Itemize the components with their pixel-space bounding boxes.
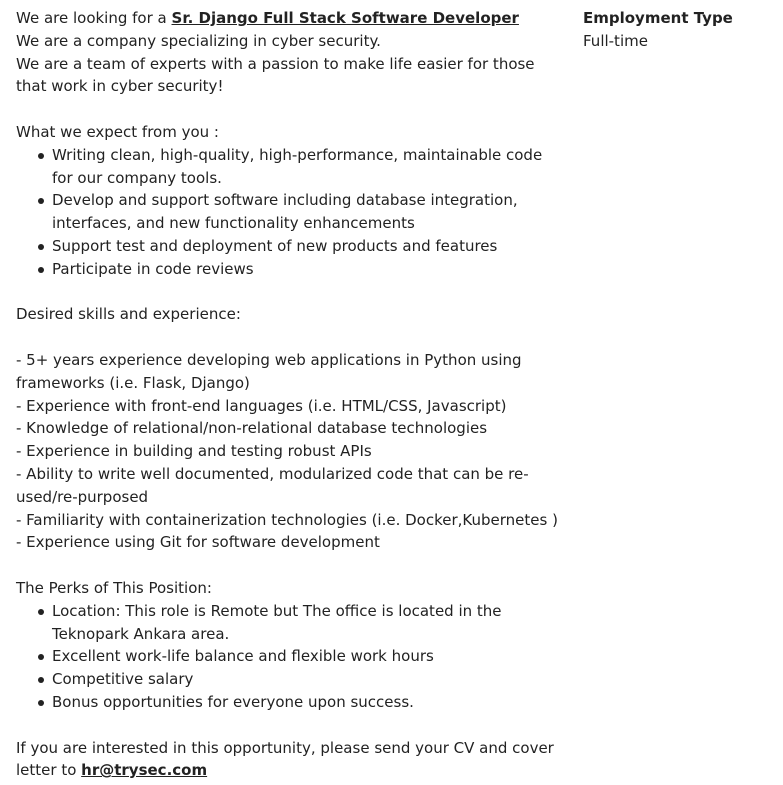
skills-item: - Ability to write well documented, modularized code that can be re-used/re-purposed xyxy=(16,464,529,506)
employment-type-label: Employment Type xyxy=(583,9,733,27)
perks-list-item: Excellent work-life balance and flexible work hours xyxy=(52,645,560,668)
perks-list-item: Competitive salary xyxy=(52,668,560,691)
skills-item: - Familiarity with containerization technologies (i.e. Docker,Kubernetes ) xyxy=(16,510,558,529)
expectations-heading: What we expect from you : xyxy=(16,122,219,141)
perks-heading: The Perks of This Position: xyxy=(16,578,212,597)
email-link[interactable]: hr@trysec.com xyxy=(81,761,208,780)
job-sidebar xyxy=(583,7,773,53)
spacer xyxy=(16,326,560,349)
job-title-link[interactable]: Sr. Django Full Stack Software Developer xyxy=(171,9,519,27)
perks-list xyxy=(16,600,560,714)
spacer xyxy=(16,714,560,737)
employment-type-value: Full-time xyxy=(583,31,648,50)
expectations-list-item: Support test and deployment of new products and features xyxy=(52,235,560,258)
skills-item: - 5+ years experience developing web applications in Python using frameworks (i.e. Flask, Django) xyxy=(16,350,522,392)
expectations-list-item: Participate in code reviews xyxy=(52,258,560,281)
expectations-list-item: Develop and support software including database integration, interfaces, and new functionality enhancements xyxy=(52,189,560,235)
intro-prefix: We are looking for a xyxy=(16,9,172,27)
skills-item: - Experience in building and testing robust APIs xyxy=(16,442,372,461)
closing-line xyxy=(16,737,560,783)
skills-item: - Experience using Git for software development xyxy=(16,533,380,552)
spacer xyxy=(16,281,560,304)
skills-item: - Experience with front-end languages (i.e. HTML/CSS, Javascript) xyxy=(16,396,507,415)
perks-list-item: Bonus opportunities for everyone upon success. xyxy=(52,691,560,714)
skills-heading: Desired skills and experience: xyxy=(16,305,241,324)
spacer xyxy=(16,554,560,577)
expectations-list-item: Writing clean, high-quality, high-performance, maintainable code for our company tools. xyxy=(52,144,560,190)
company-line: We are a company specializing in cyber security. xyxy=(16,31,381,50)
skills-item: - Knowledge of relational/non-relational database technologies xyxy=(16,419,488,438)
closing-text: If you are interested in this opportunity, please send your CV and cover letter to xyxy=(16,738,554,780)
intro-line xyxy=(16,7,560,30)
perks-list-item: Location: This role is Remote but The office is located in the Teknopark Ankara area. xyxy=(52,600,560,646)
team-line: We are a team of experts with a passion to make life easier for those that work in cyber security! xyxy=(16,54,535,96)
spacer xyxy=(16,98,560,121)
expectations-list xyxy=(16,144,560,281)
job-description xyxy=(16,7,560,782)
